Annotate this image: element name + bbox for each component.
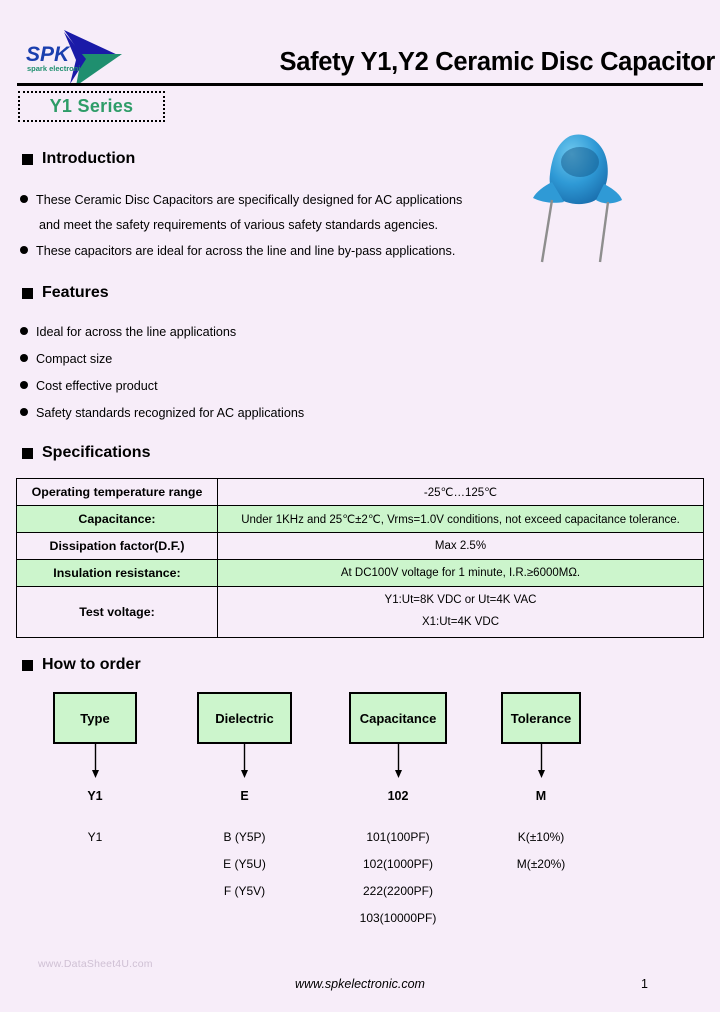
spec-label: Dissipation factor(D.F.): [17, 533, 218, 560]
arrow-down-icon: [91, 744, 100, 780]
svg-text:SPK: SPK: [26, 43, 70, 66]
introduction-item-1-label: These Ceramic Disc Capacitors are specifically designed for AC applications: [36, 193, 463, 207]
order-option-capacitance-3: 222(2200PF): [362, 884, 434, 898]
spec-value: Max 2.5%: [218, 533, 704, 560]
order-box-capacitance: [349, 692, 447, 744]
order-option-tolerance-1: K(±10%): [517, 830, 565, 844]
introduction-heading-label: Introduction: [42, 150, 136, 167]
spec-value-line-2: X1:Ut=4K VDC: [421, 616, 500, 628]
capacitor-photo: [508, 122, 658, 282]
spec-value: [218, 587, 704, 638]
order-box-tolerance-label: Tolerance: [510, 710, 572, 726]
specifications-heading-label: Specifications: [42, 444, 151, 461]
page-title: Safety Y1,Y2 Ceramic Disc Capacitor: [279, 48, 715, 76]
footer-url[interactable]: www.spkelectronic.com: [295, 977, 425, 991]
square-bullet-icon: [22, 288, 33, 299]
how-to-order-heading: [22, 656, 141, 674]
spec-label: Insulation resistance:: [17, 560, 218, 587]
order-code-type: Y1: [87, 789, 103, 803]
series-badge: [18, 91, 165, 122]
spec-value: Under 1KHz and 25℃±2℃, Vrms=1.0V conditions, not exceed capacitance tolerance.: [218, 506, 704, 533]
order-box-type: [53, 692, 137, 744]
order-code-capacitance: 102: [387, 789, 409, 803]
features-item-4-label: Safety standards recognized for AC applications: [36, 406, 305, 420]
round-bullet-icon: [20, 327, 28, 335]
introduction-heading: [22, 150, 135, 168]
spec-value: -25℃…125℃: [218, 479, 704, 506]
order-option-type-1: Y1: [87, 830, 103, 844]
order-box-dielectric-label: Dielectric: [215, 710, 274, 726]
spk-logo-icon: [20, 26, 140, 88]
title-divider: [17, 83, 703, 86]
arrow-down-icon: [394, 744, 403, 780]
round-bullet-icon: [20, 381, 28, 389]
features-heading-label: Features: [42, 284, 109, 301]
round-bullet-icon: [20, 195, 28, 203]
table-row: [17, 560, 704, 587]
round-bullet-icon: [20, 354, 28, 362]
series-badge-label: Y1 Series: [49, 96, 134, 116]
order-box-type-label: Type: [80, 710, 110, 726]
spec-value: At DC100V voltage for 1 minute, I.R.≥6000MΩ.: [218, 560, 704, 587]
introduction-item-1: [20, 193, 462, 207]
spec-label: Test voltage:: [17, 587, 218, 638]
square-bullet-icon: [22, 448, 33, 459]
specifications-table: [16, 478, 704, 638]
introduction-item-2: [20, 244, 455, 258]
order-code-dielectric: E: [240, 789, 249, 803]
order-option-capacitance-2: 102(1000PF): [362, 857, 434, 871]
order-option-capacitance-4: 103(10000PF): [359, 911, 437, 925]
arrow-down-icon: [240, 744, 249, 780]
introduction-item-1-continuation: and meet the safety requirements of various safety standards agencies.: [39, 218, 439, 232]
features-item-2: [20, 352, 112, 366]
page-number: 1: [641, 977, 648, 991]
spk-logo: [20, 26, 140, 88]
order-box-capacitance-label: Capacitance: [359, 710, 437, 726]
table-row: [17, 587, 704, 638]
features-heading: [22, 284, 109, 302]
spec-value-line-1: Y1:Ut=8K VDC or Ut=4K VAC: [384, 594, 537, 607]
round-bullet-icon: [20, 246, 28, 254]
datasheet-watermark: www.DataSheet4U.com: [38, 958, 153, 970]
order-option-tolerance-2: M(±20%): [516, 857, 566, 871]
order-option-dielectric-2: E (Y5U): [223, 857, 266, 871]
order-option-capacitance-1: 101(100PF): [366, 830, 430, 844]
round-bullet-icon: [20, 408, 28, 416]
spec-label: Operating temperature range: [17, 479, 218, 506]
how-to-order-heading-label: How to order: [42, 656, 141, 673]
arrow-down-icon: [537, 744, 546, 780]
square-bullet-icon: [22, 154, 33, 165]
table-row: [17, 479, 704, 506]
table-row: [17, 506, 704, 533]
spec-label: Capacitance:: [17, 506, 218, 533]
specifications-heading: [22, 444, 150, 462]
square-bullet-icon: [22, 660, 33, 671]
features-item-3: [20, 379, 158, 393]
order-code-tolerance: M: [535, 789, 547, 803]
order-box-tolerance: [501, 692, 581, 744]
order-option-dielectric-1: B (Y5P): [223, 830, 266, 844]
features-item-1: [20, 325, 236, 339]
order-option-dielectric-3: F (Y5V): [223, 884, 266, 898]
features-item-2-label: Compact size: [36, 352, 113, 366]
ceramic-disc-capacitor-icon: [508, 122, 658, 282]
features-item-4: [20, 406, 304, 420]
svg-text:spark electronic: spark electronic: [27, 64, 85, 73]
introduction-item-2-label: These capacitors are ideal for across the line and line by-pass applications.: [36, 244, 456, 258]
features-item-3-label: Cost effective product: [36, 379, 158, 393]
order-box-dielectric: [197, 692, 292, 744]
table-row: [17, 533, 704, 560]
features-item-1-label: Ideal for across the line applications: [36, 325, 237, 339]
